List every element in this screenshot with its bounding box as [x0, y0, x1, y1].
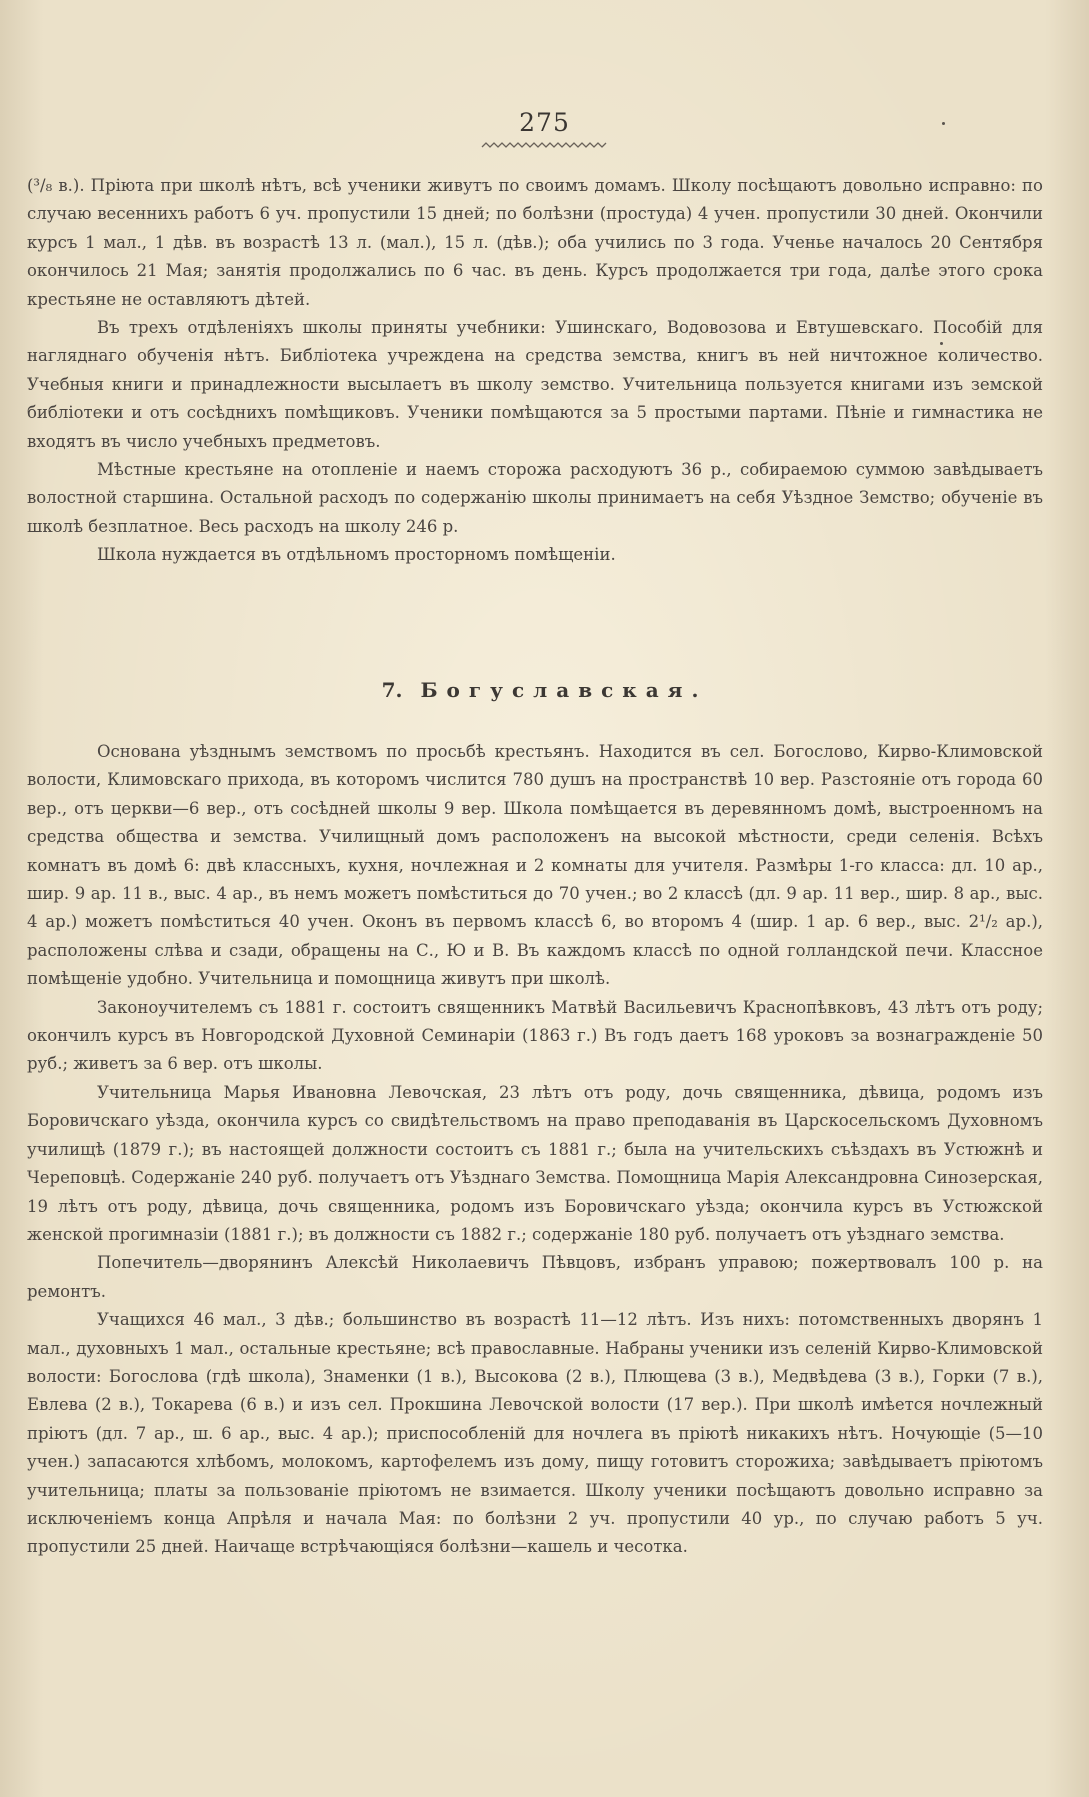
- section-title: Богуславская.: [420, 678, 708, 702]
- paragraph: (³/₈ в.). Пріюта при школѣ нѣтъ, всѣ ученики живутъ по своимъ домамъ. Школу посѣщаютъ довольно исправно: по случаю весеннихъ работъ 6 уч. пропустили 15 дней; по болѣзни (простуда) 4 учен. пропустили 30 дней. Окончили курсъ 1 мал., 1 дѣв. въ возрастѣ 13 л. (мал.), 15 л. (дѣв.); оба учились по 3 года. Ученье началось 20 Сентября окончилось 21 Мая; занятія продолжались по 6 час. въ день. Курсъ продолжается три года, далѣе этого срока крестьяне не оставляютъ дѣтей.: [27, 176, 1043, 309]
- section-text-block: [27, 738, 1043, 1562]
- paragraph: Въ трехъ отдѣленіяхъ школы приняты учебники: Ушинскаго, Водовозова и Евтушевскаго. Пособій для нагляднаго обученія нѣтъ. Библіотека учреждена на средства земства, книгъ въ ней ничтожное количество. Учебныя книги и принадлежности высылаетъ въ школу земство. Учительница пользуется книгами изъ земской библіотеки и отъ сосѣднихъ помѣщиковъ. Ученики помѣщаются за 5 простыми партами. Пѣніе и гимнастика не входятъ въ число учебныхъ предметовъ.: [27, 318, 1043, 451]
- print-speck: [940, 342, 943, 345]
- print-speck: [942, 122, 945, 125]
- section-heading: [0, 678, 1089, 702]
- paragraph: Школа нуждается въ отдѣльномъ просторномъ помѣщеніи.: [97, 545, 616, 565]
- paragraph: Попечитель—дворянинъ Алексѣй Николаевичъ Пѣвцовъ, избранъ управою; пожертвовалъ 100 р. на ремонтъ.: [27, 1253, 1043, 1301]
- page-number: 275: [519, 108, 570, 137]
- paragraph: Мѣстные крестьяне на отопленіе и наемъ сторожа расходуютъ 36 р., собираемою суммою завѣдываетъ волостной старшина. Остальной расходъ по содержанію школы принимаетъ на себя Уѣздное Земство; обученіе въ школѣ безплатное. Весь расходъ на школу 246 р.: [27, 460, 1043, 536]
- section-number: 7.: [381, 678, 403, 702]
- paragraph: Основана уѣзднымъ земствомъ по просьбѣ крестьянъ. Находится въ сел. Богослово, Кирво-Климовской волости, Климовскаго прихода, въ которомъ числится 780 душъ на пространствѣ 10 вер. Разстояніе отъ города 60 вер., отъ церкви—6 вер., отъ сосѣдней школы 9 вер. Школа помѣщается въ деревянномъ домѣ, выстроенномъ на средства общества и земства. Училищный домъ расположенъ на высокой мѣстности, среди селенія. Всѣхъ комнатъ въ домѣ 6: двѣ классныхъ, кухня, ночлежная и 2 комнаты для учителя. Размѣры 1-го класса: дл. 10 ар., шир. 9 ар. 11 в., выс. 4 ар., въ немъ можетъ помѣститься до 70 учен.; во 2 классѣ (дл. 9 ар. 11 вер., шир. 8 ар., выс. 4 ар.) можетъ помѣститься 40 учен. Оконъ въ первомъ классѣ 6, во второмъ 4 (шир. 1 ар. 6 вер., выс. 2¹/₂ ар.), расположены слѣва и сзади, обращены на С., Ю и В. Въ каждомъ классѣ по одной голландской печи. Классное помѣщеніе удобно. Учительница и помощница живутъ при школѣ.: [27, 742, 1043, 989]
- paragraph: Законоучителемъ съ 1881 г. состоитъ священникъ Матвѣй Васильевичъ Краснопѣвковъ, 43 лѣтъ отъ роду; окончилъ курсъ въ Новгородской Духовной Семинаріи (1863 г.) Въ годъ даетъ 168 уроковъ за вознагражденіе 50 руб.; живетъ за 6 вер. отъ школы.: [27, 997, 1043, 1074]
- paragraph: Учительница Марья Ивановна Левочская, 23 лѣтъ отъ роду, дочь священника, дѣвица, родомъ изъ Боровичскаго уѣзда, окончила курсъ со свидѣтельствомъ на право преподаванія въ Царскосельскомъ Духовномъ училищѣ (1879 г.); въ настоящей должности состоитъ съ 1881 г.; была на учительскихъ съѣздахъ въ Устюжнѣ и Череповцѣ. Содержаніе 240 руб. получаетъ отъ Уѣзднаго Земства. Помощница Марія Александровна Синозерская, 19 лѣтъ отъ роду, дѣвица, дочь священника, родомъ изъ Боровичскаго уѣзда; окончила курсъ въ Устюжской женской прогимназіи (1881 г.); въ должности съ 1882 г.; содержаніе 180 руб. получаетъ отъ уѣзднаго земства.: [27, 1082, 1043, 1244]
- header-ornament: [480, 141, 610, 151]
- page-header: [0, 108, 1089, 151]
- top-text-block: [27, 172, 1043, 570]
- paragraph: Учащихся 46 мал., 3 дѣв.; большинство въ возрастѣ 11—12 лѣтъ. Изъ нихъ: потомственныхъ дворянъ 1 мал., духовныхъ 1 мал., остальные крестьяне; всѣ православные. Набраны ученики изъ селеній Кирво-Климовской волости: Богослова (гдѣ школа), Знаменки (1 в.), Высокова (2 в.), Плющева (3 в.), Медвѣдева (3 в.), Горки (7 в.), Евлева (2 в.), Токарева (6 в.) и изъ сел. Прокшина Левочской волости (17 вер.). При школѣ имѣется ночлежный пріютъ (дл. 7 ар., ш. 6 ар., выс. 4 ар.); приспособленій для ночлега въ пріютѣ никакихъ нѣтъ. Ночующіе (5—10 учен.) запасаются хлѣбомъ, молокомъ, картофелемъ изъ дому, пищу готовитъ сторожиха; завѣдываетъ пріютомъ учительница; платы за пользованіе пріютомъ не взимается. Школу ученики посѣщаютъ довольно исправно за исключеніемъ конца Апрѣля и начала Мая: по болѣзни 2 уч. пропустили 40 ур., по случаю работъ 5 уч. пропустили 25 дней. Наичаще встрѣчающіяся болѣзни—кашель и чесотка.: [27, 1310, 1043, 1557]
